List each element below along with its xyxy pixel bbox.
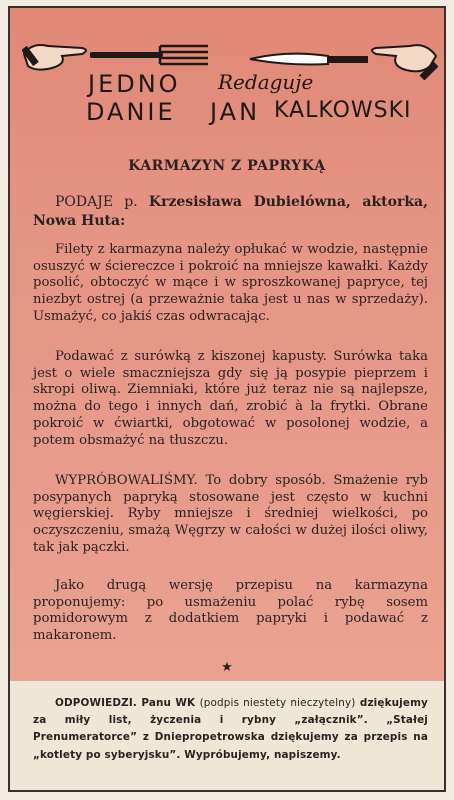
knife-icon — [248, 48, 370, 70]
intro-author: Krzesisława Dubielówna, aktorka, Nowa Huta: — [33, 194, 428, 229]
hand-left-icon — [22, 34, 92, 78]
answers-paragraph — [33, 695, 428, 764]
hand-right-icon — [366, 34, 438, 80]
newspaper-clipping — [8, 6, 446, 792]
recipe-intro — [33, 193, 428, 231]
recipe-paragraph: Filety z karmazyna należy opłukać w wodzie, następnie osuszyć w ściereczce i pokroić na mniejsze kawałki. Każdy posolić, obtoczyć w mące i w sproszkowanej papryce, tej niezbyt ostrej (a przeważnie taka jest u nas w sprzedaży). Usmażyć, co jakiś czas odwracając. — [33, 242, 428, 324]
recipe-paragraph: Jako drugą wersję przepisu na karmazyna proponujemy: po usmażeniu polać rybę sosem pomidorowym z dodatkiem papryki i podawać z makaronem. — [33, 578, 428, 644]
section-separator: ★ — [221, 660, 233, 675]
answers-seg-1: Panu WK — [141, 697, 196, 709]
fork-icon — [90, 40, 210, 70]
recipe-paragraph: WYPRÓBOWALIŚMY. To dobry sposób. Smażenie ryb posypanych papryką stosowane jest często w kuchni węgierskiej. Ryby mniejsze i średniej wielkości, po oczyszczeniu, smażą Węgrzy w całości w dużej ilości oliwy, tak jak pączki. — [33, 473, 428, 555]
answers-label: ODPOWIEDZI. — [55, 697, 137, 709]
answers-seg-3: dziękujemy za miły list, życzenia i rybny „załącznik”. „Stałej Prenumeratorce” z Dniepropetrowska — [33, 697, 428, 744]
logo-redaguje: Redaguje — [218, 70, 314, 94]
logo-word-danie: DANIE — [86, 98, 176, 126]
logo-word-jan: JAN — [210, 98, 261, 126]
answers-seg-4: dziękujemy za przepis na „kotlety po syberyjsku”. Wypróbujemy, napiszemy. — [33, 731, 428, 761]
recipe-title: KARMAZYN Z PAPRYKĄ — [128, 158, 326, 174]
recipe-paragraph: Podawać z surówką z kiszonej kapusty. Surówka taka jest o wiele smaczniejsza gdy się ją posypie pieprzem i skropi oliwą. Ziemniaki, które już teraz nie są najlepsze, można do tego i innych dań, zrobić à la frytki. Obrane pokroić w ćwiartki, obgotować w posolonej wodzie, a potem obsmażyć na tłuszczu. — [33, 349, 428, 448]
column-header — [10, 8, 444, 138]
answers-seg-2: (podpis niestety nieczytelny) — [199, 697, 356, 709]
logo-word-kalkowski: KALKOWSKI — [274, 98, 412, 123]
logo-word-jedno: JEDNO — [88, 70, 181, 98]
intro-label: PODAJE p. — [55, 194, 149, 210]
